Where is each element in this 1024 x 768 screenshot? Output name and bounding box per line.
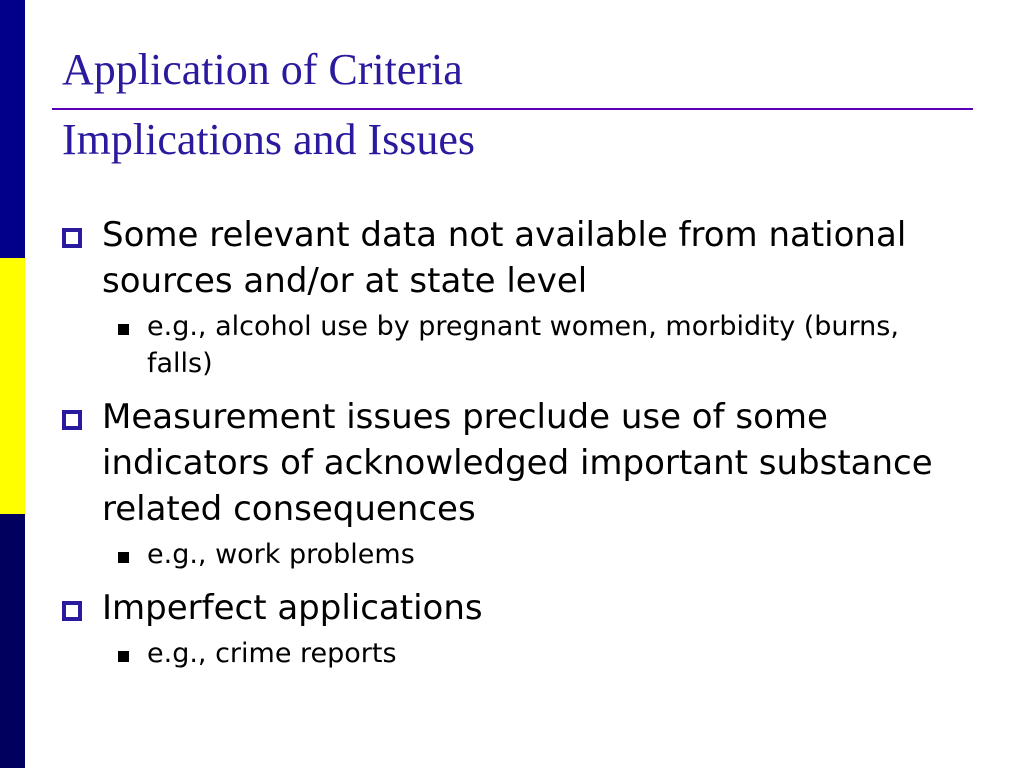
bullet-item (62, 212, 962, 304)
bullet-list (62, 212, 962, 684)
sub-bullet-item (62, 635, 962, 672)
bullet-item (62, 585, 962, 631)
title-divider (52, 108, 973, 110)
hollow-square-bullet-icon (62, 228, 82, 248)
filled-square-bullet-icon (118, 651, 129, 662)
filled-square-bullet-icon (118, 324, 129, 335)
sub-bullet-text: e.g., work problems (147, 539, 415, 570)
sub-bullet-text: e.g., crime reports (147, 638, 397, 669)
hollow-square-bullet-icon (62, 601, 82, 621)
sub-bullet-item (62, 536, 962, 573)
bullet-text: Measurement issues preclude use of some indicators of acknowledged important substance related consequences (102, 397, 933, 529)
hollow-square-bullet-icon (62, 410, 82, 430)
bullet-text: Imperfect applications (102, 588, 483, 628)
left-stripe-middle (0, 258, 25, 514)
bullet-text: Some relevant data not available from national sources and/or at state level (102, 215, 907, 301)
filled-square-bullet-icon (118, 552, 129, 563)
left-stripe-bottom (0, 514, 25, 768)
sub-bullet-text: e.g., alcohol use by pregnant women, morbidity (burns, falls) (147, 311, 899, 379)
slide-title: Application of Criteria (62, 45, 463, 94)
slide-subtitle: Implications and Issues (62, 115, 476, 164)
bullet-item (62, 394, 962, 532)
left-stripe-top (0, 0, 25, 258)
sub-bullet-item (62, 308, 962, 382)
